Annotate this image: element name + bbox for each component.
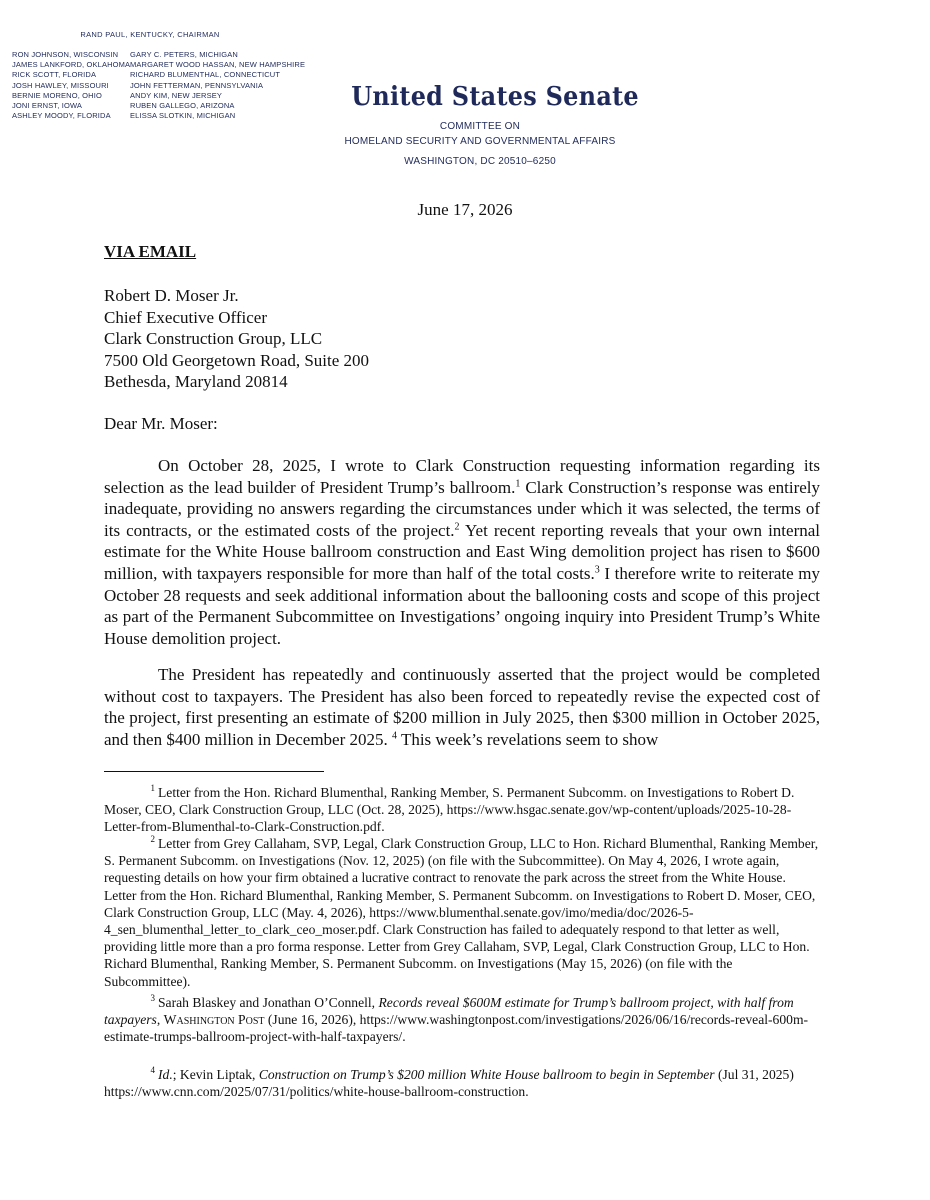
- footnote-text: Letter from Grey Callaham, SVP, Legal, Clark Construction Group, LLC to Hon. Richard Blumenthal, Ranking Member, S. Permanent Subcomm. on Investigations (Nov. 12, 2025) (on file with the Subcommittee). On May 4, 2026, I wrote again, requesting details on how your firm obtained a lucrative contract to renovate the park across the street from the White House. Letter from the Hon. Richard Blumenthal, Ranking Member, S. Permanent Subcomm. on Investigations to Robert D. Moser, CEO, Clark Construction Group, LLC (May. 4, 2026), https://www.blumenthal.senate.gov/imo/media/doc/2026-5-4_sen_blumenthal_letter_to_clark_ceo_moser.pdf. Clark Construction has failed to adequately respond to that letter as well, providing little more than a pro forma response. Letter from Grey Callaham, SVP, Legal, Clark Construction Group, LLC to Hon. Richard Blumenthal, Ranking Member, S. Permanent Subcomm. on Investigations (May 15, 2026) (on file with the Subcommittee).: [104, 836, 819, 989]
- member-name: JONI ERNST, IOWA: [12, 100, 83, 110]
- delivery-method: VIA EMAIL: [104, 242, 197, 261]
- footnote-1: [104, 784, 820, 836]
- paragraph-text: The President has repeatedly and continuously asserted that the project would be completed without cost to taxpayers. The President has also been forced to repeatedly revise the expected cost of the project, first presenting an estimate of $200 million in July 2025, then $300 million in October 2025, and then $400 million in December 2025.: [104, 665, 820, 749]
- paragraph-text: On October 28, 2025, I wrote to Clark Construction requesting information regarding its selection as the lead builder of President Trump’s ballroom.: [104, 456, 820, 497]
- paragraph-text: This week’s revelations seem to show: [397, 729, 659, 749]
- member-name: GARY C. PETERS, MICHIGAN: [130, 50, 238, 59]
- footnote-separator: [104, 771, 324, 772]
- letter-date: June 17, 2026: [417, 200, 513, 219]
- member-name: BERNIE MORENO, OHIO: [12, 90, 102, 100]
- member-name: JAMES LANKFORD, OKLAHOMA: [12, 60, 131, 70]
- paragraph-text: Yet recent reporting reveals that your own internal estimate for the White House ballroom construction and East Wing demolition project has risen to $600 million, with taxpayers responsible for more than half of the total costs.: [104, 520, 820, 583]
- recipient-address: [104, 285, 369, 393]
- member-name: JOSH HAWLEY, MISSOURI: [12, 80, 109, 90]
- recipient-line: Bethesda, Maryland 20814: [104, 372, 288, 391]
- committee-address: WASHINGTON, DC 20510–6250: [404, 156, 556, 167]
- member-name: JOHN FETTERMAN, PENNSYLVANIA: [130, 80, 264, 90]
- paragraph-text: I therefore write to reiterate my October 28 requests and seek additional information about the ballooning costs and scope of this project as part of the Permanent Subcommittee on Investigations’ ongoing inquiry into President Trump’s White House demolition project.: [104, 563, 821, 648]
- footnote-ref[interactable]: 2: [454, 521, 460, 533]
- footnote-number: 3: [150, 993, 155, 1004]
- footnote-text: Letter from the Hon. Richard Blumenthal, Ranking Member, S. Permanent Subcomm. on Investigations to Robert D. Moser, CEO, Clark Construction Group, LLC (Oct. 28, 2025), https://www.hsgac.senate.gov/wp-content/uploads/2025-10-28-Letter-from-Blumenthal-to-Clark-Construction.pdf.: [104, 785, 795, 835]
- body-paragraph-2: [104, 664, 820, 750]
- salutation: Dear Mr. Moser:: [104, 414, 218, 433]
- recipient-line: Robert D. Moser Jr.: [104, 286, 239, 305]
- footnote-article-title: Construction on Trump’s $200 million White House ballroom to begin in September: [258, 1067, 715, 1082]
- member-name: RICHARD BLUMENTHAL, CONNECTICUT: [130, 70, 281, 80]
- footnote-ref[interactable]: 3: [594, 564, 600, 576]
- senate-logo-title: United States Senate: [351, 82, 639, 112]
- footnote-citation: (June 16, 2026), https://www.washingtonpost.com/investigations/2026/06/16/records-reveal-600m-estimate-trumps-ballroom-project-with-half-taxpayers/.: [104, 1012, 809, 1045]
- footnote-number: 1: [150, 783, 155, 794]
- members-list-minority: [130, 50, 305, 121]
- footnote-4: [104, 1066, 820, 1100]
- member-name: MARGARET WOOD HASSAN, NEW HAMPSHIRE: [130, 60, 306, 70]
- footnote-publication: Washington Post: [163, 1012, 265, 1028]
- member-name: ASHLEY MOODY, FLORIDA: [12, 111, 111, 121]
- footnote-3: [104, 994, 820, 1046]
- member-name: ANDY KIM, NEW JERSEY: [130, 90, 223, 100]
- footnote-2: [104, 835, 820, 990]
- footnote-authors: Sarah Blaskey and Jonathan O’Connell,: [158, 995, 379, 1010]
- footnote-citation: (Jul 31, 2025) https://www.cnn.com/2025/07/31/politics/white-house-ballroom-construction.: [104, 1067, 794, 1100]
- recipient-line: Clark Construction Group, LLC: [104, 329, 323, 348]
- footnote-ref[interactable]: 4: [392, 730, 397, 742]
- member-name: RON JOHNSON, WISCONSIN: [12, 50, 119, 59]
- footnote-id: Id.: [158, 1067, 173, 1082]
- member-name: RUBEN GALLEGO, ARIZONA: [130, 100, 235, 110]
- recipient-line: Chief Executive Officer: [104, 307, 268, 327]
- footnote-article-title: Records reveal $600M estimate for Trump’s ballroom project, with half from taxpayers: [104, 995, 794, 1028]
- members-list-majority: [12, 50, 130, 121]
- footnote-ref[interactable]: 1: [515, 477, 521, 489]
- body-paragraph-1: [104, 455, 820, 649]
- paragraph-text: Clark Construction’s response was entirely inadequate, providing no answers regarding the circumstances under which it was selected, the terms of its contracts, or the estimated costs of the project.: [104, 477, 821, 540]
- committee-label: COMMITTEE ON: [439, 121, 521, 132]
- member-name: ELISSA SLOTKIN, MICHIGAN: [130, 111, 236, 121]
- footnote-authors: ; Kevin Liptak,: [172, 1067, 259, 1082]
- footnote-number: 4: [150, 1065, 155, 1076]
- footnote-separator-text: ,: [156, 1012, 164, 1028]
- footnote-number: 2: [150, 834, 155, 845]
- committee-name: HOMELAND SECURITY AND GOVERNMENTAL AFFAIRS: [344, 136, 616, 147]
- member-name: RICK SCOTT, FLORIDA: [12, 70, 97, 80]
- committee-chairman: RAND PAUL, KENTUCKY, CHAIRMAN: [80, 30, 220, 39]
- recipient-line: 7500 Old Georgetown Road, Suite 200: [104, 350, 370, 370]
